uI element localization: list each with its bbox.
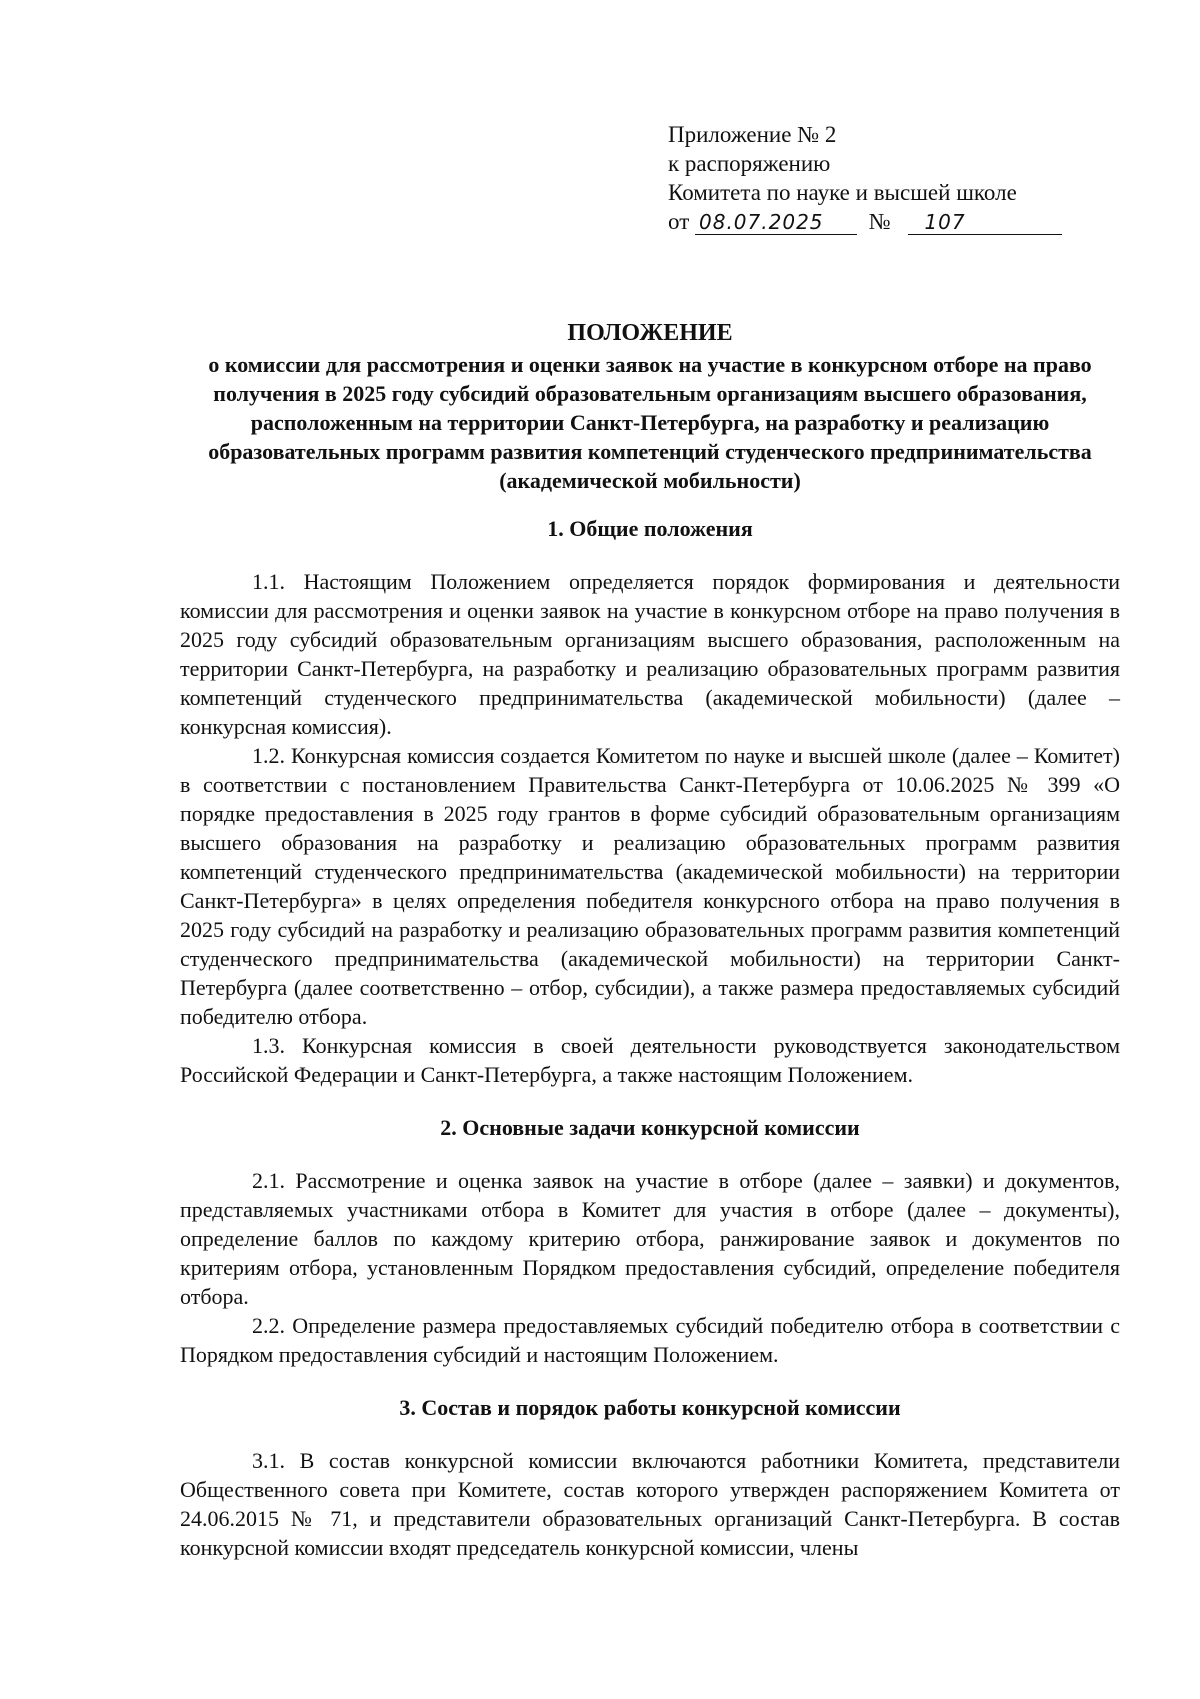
number-label: № [868, 209, 891, 234]
appendix-line-3: Комитета по науке и высшей школе [668, 180, 1017, 205]
paragraph-2-1: 2.1. Рассмотрение и оценка заявок на участие в отборе (далее – заявки) и документов, представляемых участниками отбора в Комитет для участия в отборе (далее – документы), определение баллов по каждому критерию отбора, ранжирование заявок и документов по критериям отбора, установленным Порядком предоставления субсидий, определение победителя отбора. [180, 1168, 1120, 1309]
document-body [180, 514, 1120, 1562]
document-subtitle: о комиссии для рассмотрения и оценки заявок на участие в конкурсном отборе на право получения в 2025 году субсидий образовательным организациям высшего образования, расположенным на территории Санкт-Петербурга, на разработку и реализацию образовательных программ развития компетенций студенческого предпринимательства (академической мобильности) [208, 352, 1092, 493]
document-title: ПОЛОЖЕНИЕ [567, 320, 733, 346]
paragraph-1-1: 1.1. Настоящим Положением определяется порядок формирования и деятельности комиссии для рассмотрения и оценки заявок на участие в конкурсном отборе на право получения в 2025 году субсидий образовательным организациям высшего образования, расположенным на территории Санкт-Петербурга, на разработку и реализацию образовательных программ развития компетенций студенческого предпринимательства (академической мобильности) (далее – конкурсная комиссия). [180, 569, 1120, 739]
title-block [180, 318, 1120, 495]
handwritten-number: 107 [908, 210, 1062, 235]
paragraph-2-2: 2.2. Определение размера предоставляемых субсидий победителю отбора в соответствии с Порядком предоставления субсидий и настоящим Положением. [180, 1313, 1120, 1367]
appendix-line-2: к распоряжению [668, 151, 831, 176]
appendix-date-line [668, 207, 1068, 236]
paragraph-1-3: 1.3. Конкурсная комиссия в своей деятельности руководствуется законодательством Российской Федерации и Санкт-Петербурга, а также настоящим Положением. [180, 1033, 1120, 1087]
appendix-line-1: Приложение № 2 [668, 122, 837, 147]
section-heading-1: 1. Общие положения [547, 516, 753, 541]
from-label: от [668, 209, 690, 234]
section-heading-3: 3. Состав и порядок работы конкурсной комиссии [399, 1395, 901, 1420]
paragraph-1-2: 1.2. Конкурсная комиссия создается Комитетом по науке и высшей школе (далее – Комитет) в соответствии с постановлением Правительства Санкт-Петербурга от 10.06.2025 № 399 «О порядке предоставления в 2025 году грантов в форме субсидий образовательным организациям высшего образования на разработку и реализацию образовательных программ развития компетенций студенческого предпринимательства (академической мобильности) на территории Санкт-Петербурга» в целях определения победителя конкурсного отбора на право получения в 2025 году субсидий на разработку и реализацию образовательных программ развития компетенций студенческого предпринимательства (академической мобильности) на территории Санкт-Петербурга (далее соответственно – отбор, субсидии), а также размера предоставляемых субсидий победителю отбора. [180, 743, 1120, 1029]
handwritten-date: 08.07.2025 [695, 210, 857, 235]
section-heading-2: 2. Основные задачи конкурсной комиссии [440, 1115, 860, 1140]
appendix-block [668, 120, 1068, 236]
paragraph-3-1: 3.1. В состав конкурсной комиссии включаются работники Комитета, представители Общественного совета при Комитете, состав которого утвержден распоряжением Комитета от 24.06.2015 № 71, и представители образовательных организаций Санкт-Петербурга. В состав конкурсной комиссии входят председатель конкурсной комиссии, члены [180, 1448, 1120, 1560]
